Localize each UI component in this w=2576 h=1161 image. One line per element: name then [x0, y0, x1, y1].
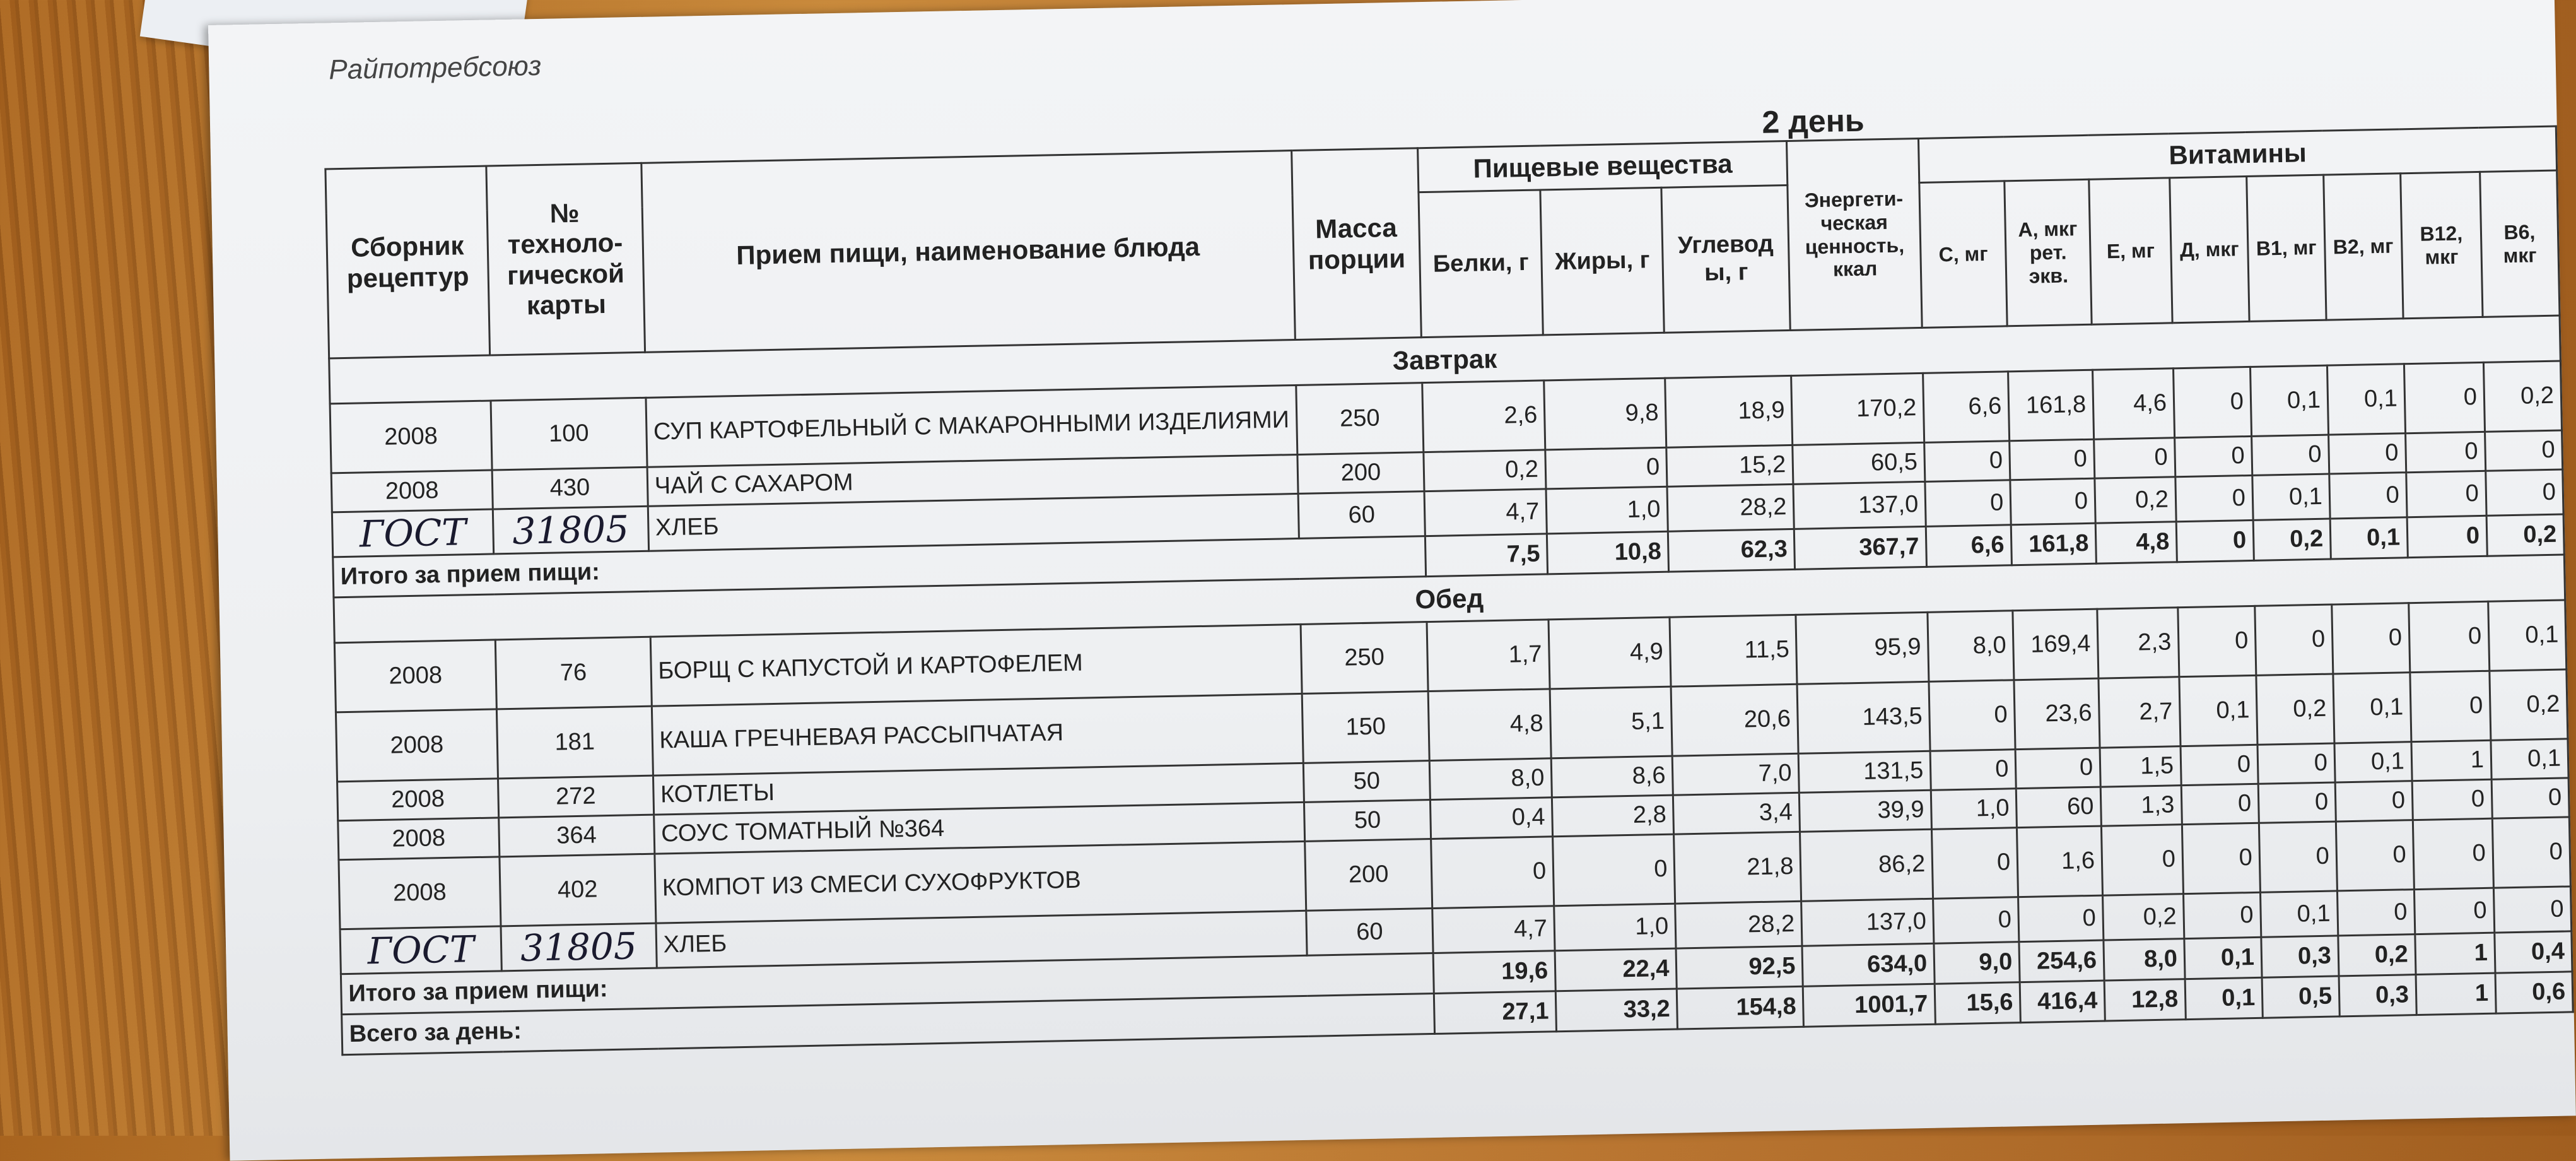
cell-vit-d: 0,1: [2179, 675, 2257, 746]
cell-carbs: 28,2: [1667, 484, 1794, 531]
breakfast-total-row-value: 10,8: [1547, 531, 1668, 574]
header-energy: Энергети-ческая ценность, ккал: [1787, 138, 1923, 330]
cell-collection: 2008: [334, 640, 496, 712]
cell-vit-c: 1,0: [1931, 789, 2017, 830]
cell-carbs: 7,0: [1672, 753, 1799, 795]
breakfast-total-row-value: 161,8: [2011, 523, 2096, 565]
cell-vit-b2: 0: [2329, 473, 2407, 519]
cell-vit-b12: 0: [2413, 818, 2493, 889]
cell-mass: 60: [1306, 908, 1433, 955]
cell-dish-name: БОРЩ С КАПУСТОЙ И КАРТОФЕЛЕМ: [650, 624, 1302, 706]
breakfast-total-row-value: 4,8: [2095, 522, 2177, 563]
cell-dish-name: КОМПОТ ИЗ СМЕСИ СУХОФРУКТОВ: [654, 841, 1306, 923]
cell-collection: 2008: [338, 818, 500, 860]
cell-vit-b12: 0: [2414, 888, 2494, 934]
cell-collection: 2008: [331, 470, 493, 512]
header-vit-d: Д, мкг: [2170, 177, 2249, 323]
cell-fat: 4,9: [1549, 617, 1671, 689]
cell-mass: 150: [1302, 692, 1430, 763]
day-title: 2 день: [1761, 102, 1865, 140]
breakfast-total-row-value: 62,3: [1668, 529, 1795, 572]
header-vit-a: А, мкг рет. экв.: [2005, 179, 2092, 326]
cell-vit-e: 4,6: [2093, 368, 2175, 439]
cell-protein: 4,7: [1424, 489, 1547, 536]
cell-carbs: 15,2: [1666, 445, 1793, 486]
cell-protein: 4,7: [1432, 906, 1555, 953]
day-total-row-value: 0,3: [2339, 975, 2416, 1017]
cell-vit-c: 8,0: [1928, 611, 2014, 682]
cell-vit-b6: 0: [2492, 817, 2570, 888]
cell-vit-b2: 0,1: [2327, 364, 2405, 435]
cell-mass: 60: [1298, 492, 1426, 539]
breakfast-total-row-value: 0,2: [2486, 514, 2564, 556]
cell-vit-d: 0: [2175, 436, 2252, 476]
organization-name: Райпотребсоюз: [328, 50, 542, 86]
cell-vit-e: 0,2: [2095, 477, 2176, 523]
cell-vit-b6: 0,2: [2483, 361, 2561, 432]
cell-vit-b1: 0,1: [2250, 365, 2328, 436]
cell-vit-b12: 1: [2411, 740, 2491, 781]
day-total-row-value: 27,1: [1434, 991, 1557, 1034]
cell-vit-e: 2,7: [2099, 677, 2181, 748]
cell-energy: 137,0: [1801, 899, 1934, 946]
cell-vit-b2: 0: [2332, 603, 2410, 674]
cell-energy: 60,5: [1793, 442, 1925, 484]
day-total-row-value: 15,6: [1935, 982, 2020, 1025]
cell-vit-e: 0: [2094, 438, 2175, 478]
cell-vit-b1: 0: [2255, 604, 2333, 675]
cell-vit-d: 0: [2181, 745, 2258, 785]
cell-card-number: 181: [496, 706, 653, 779]
cell-card-number: 272: [498, 775, 653, 818]
cell-vit-c: 6,6: [1923, 372, 2010, 443]
cell-vit-c: 0: [1932, 828, 2018, 899]
cell-vit-e: 1,5: [2100, 746, 2181, 787]
cell-vit-c: 0: [1930, 750, 2016, 791]
lunch-total-row-value: 9,0: [1934, 942, 2020, 984]
day-total-row-value: 416,4: [2020, 981, 2105, 1023]
header-protein: Белки, г: [1419, 190, 1543, 338]
cell-vit-a: 1,6: [2017, 826, 2103, 897]
lunch-total-row-value: 0,4: [2495, 931, 2572, 973]
cell-collection: 2008: [336, 709, 498, 782]
cell-vit-b6: 0,2: [2490, 669, 2568, 740]
cell-card-number: 364: [499, 815, 655, 857]
cell-energy: 86,2: [1800, 829, 1933, 901]
lunch-total-row-label: Итого за прием пищи:: [341, 953, 1434, 1014]
day-total-row-value: 0,1: [2185, 977, 2263, 1019]
cell-vit-b6: 0: [2493, 887, 2571, 933]
cell-vit-b2: 0: [2337, 890, 2415, 936]
breakfast-total-row-label: Итого за прием пищи:: [333, 536, 1426, 598]
cell-vit-b1: 0,2: [2256, 674, 2334, 745]
cell-carbs: 20,6: [1671, 684, 1798, 756]
cell-fat: 2,8: [1552, 795, 1673, 837]
cell-vit-b6: 0,1: [2488, 600, 2567, 671]
cell-energy: 131,5: [1798, 751, 1931, 793]
cell-protein: 0,4: [1431, 798, 1553, 839]
cell-energy: 137,0: [1793, 481, 1926, 529]
cell-mass: 200: [1304, 839, 1432, 911]
lunch-total-row-value: 0,2: [2338, 934, 2416, 976]
cell-vit-c: 0: [1925, 480, 2011, 527]
cell-fat: 0: [1553, 834, 1675, 906]
cell-card-number: 31805: [501, 923, 657, 971]
cell-fat: 1,0: [1546, 486, 1668, 534]
breakfast-total-row-value: 6,6: [1926, 525, 2011, 567]
day-total-row-value: 1: [2416, 973, 2496, 1015]
lunch-total-row-value: 0,1: [2184, 937, 2262, 979]
cell-vit-d: 0: [2183, 892, 2261, 938]
cell-fat: 9,8: [1544, 378, 1666, 450]
breakfast-total-row-value: 7,5: [1426, 534, 1548, 577]
cell-vit-e: 0,2: [2103, 894, 2184, 940]
day-total-row-value: 0,5: [2262, 976, 2339, 1018]
header-meal-name: Прием пищи, наименование блюда: [641, 151, 1295, 353]
cell-dish-name: КАША ГРЕЧНЕВАЯ РАССЫПЧАТАЯ: [652, 693, 1303, 775]
cell-vit-b6: 0: [2491, 778, 2569, 818]
cell-collection: 2008: [337, 779, 499, 821]
cell-vit-b2: 0,1: [2333, 673, 2411, 743]
cell-vit-b1: 0: [2259, 822, 2337, 892]
cell-fat: 5,1: [1550, 687, 1672, 758]
cell-dish-name: ХЛЕБ: [656, 911, 1307, 968]
header-vit-b6: В6, мкг: [2480, 170, 2560, 317]
cell-vit-b1: 0: [2258, 782, 2336, 823]
cell-collection: 2008: [330, 401, 492, 473]
cell-mass: 250: [1301, 622, 1429, 694]
cell-carbs: 18,9: [1665, 375, 1793, 447]
cell-vit-d: 0: [2178, 606, 2256, 676]
cell-card-number: 76: [495, 637, 652, 709]
breakfast-total-row-value: 0: [2407, 516, 2487, 557]
lunch-total-row-value: 8,0: [2104, 939, 2185, 981]
cell-vit-b6: 0,1: [2491, 739, 2568, 779]
header-vit-b1: В1, мг: [2247, 175, 2326, 321]
breakfast-total-row-value: 0: [2176, 520, 2254, 562]
cell-vit-d: 0: [2175, 475, 2253, 521]
cell-vit-b12: 0: [2410, 671, 2491, 741]
cell-card-number: 31805: [493, 506, 648, 554]
cell-vit-a: 23,6: [2014, 678, 2100, 750]
lunch-total-row-value: 22,4: [1555, 948, 1677, 991]
menu-sheet: [208, 0, 2576, 1161]
cell-dish-name: КОТЛЕТЫ: [653, 763, 1304, 815]
cell-vit-a: 60: [2016, 787, 2101, 828]
cell-vit-b6: 0: [2486, 469, 2563, 516]
cell-mass: 200: [1297, 452, 1424, 494]
breakfast-total-row-value: 367,7: [1794, 526, 1927, 569]
day-total-row-value: 33,2: [1555, 989, 1677, 1032]
cell-vit-b2: 0: [2328, 433, 2406, 474]
cell-carbs: 11,5: [1670, 615, 1797, 687]
cell-vit-b2: 0: [2335, 781, 2413, 822]
cell-protein: 0,2: [1424, 450, 1546, 492]
header-vit-b12: В12, мкг: [2400, 172, 2482, 318]
cell-mass: 50: [1304, 800, 1431, 842]
cell-collection: ГОСТ: [332, 509, 493, 557]
cell-fat: 0: [1545, 447, 1667, 489]
cell-carbs: 21,8: [1674, 832, 1801, 904]
cell-vit-a: 0: [2018, 895, 2104, 942]
header-vit-e: Е, мг: [2089, 178, 2172, 324]
cell-vit-b1: 0: [2252, 435, 2329, 475]
cell-vit-a: 0: [2010, 439, 2095, 480]
cell-energy: 39,9: [1800, 790, 1932, 832]
day-total-row-value: 154,8: [1677, 986, 1804, 1029]
cell-vit-a: 169,4: [2013, 609, 2099, 680]
cell-vit-a: 161,8: [2008, 370, 2094, 441]
cell-vit-c: 0: [1924, 441, 2010, 482]
cell-vit-b12: 0: [2406, 471, 2486, 517]
cell-energy: 143,5: [1797, 681, 1930, 753]
table-body: [329, 315, 2573, 1055]
cell-vit-b1: 0,1: [2252, 474, 2330, 520]
cell-vit-c: 0: [1933, 897, 2019, 944]
header-nutrients-group: Пищевые вещества: [1418, 141, 1788, 192]
lunch-total-row-value: 92,5: [1676, 946, 1803, 989]
cell-card-number: 402: [500, 854, 656, 926]
header-fat: Жиры, г: [1540, 187, 1665, 335]
cell-protein: 1,7: [1427, 620, 1550, 692]
cell-vit-b12: 0: [2412, 779, 2492, 820]
cell-collection: ГОСТ: [340, 926, 501, 974]
cell-mass: 250: [1296, 383, 1424, 455]
cell-vit-b12: 0: [2404, 362, 2485, 433]
header-vitamins-group: Витамины: [1919, 126, 2557, 182]
lunch-total-row-value: 634,0: [1802, 943, 1935, 986]
cell-vit-b12: 0: [2409, 601, 2490, 672]
day-total-row-value: 12,8: [2104, 979, 2186, 1021]
cell-energy: 170,2: [1791, 373, 1924, 445]
breakfast-total-row-value: 0,1: [2330, 517, 2408, 559]
cell-vit-e: 1,3: [2100, 786, 2182, 826]
cell-protein: 4,8: [1428, 689, 1551, 761]
cell-fat: 1,0: [1554, 904, 1677, 951]
header-vit-b2: В2, мг: [2324, 174, 2403, 320]
cell-vit-b6: 0: [2485, 430, 2562, 471]
cell-protein: 0: [1431, 837, 1554, 909]
cell-mass: 50: [1303, 761, 1431, 803]
cell-card-number: 100: [491, 398, 647, 470]
lunch-total-row-value: 254,6: [2019, 940, 2104, 982]
cell-dish-name: ЧАЙ С САХАРОМ: [647, 454, 1298, 506]
cell-protein: 2,6: [1422, 380, 1545, 452]
cell-dish-name: СОУС ТОМАТНЫЙ №364: [653, 802, 1304, 854]
breakfast-total-row-value: 0,2: [2253, 519, 2331, 560]
cell-vit-e: 0: [2101, 825, 2183, 895]
cell-vit-c: 0: [1929, 680, 2015, 751]
day-total-row-value: 0,6: [2495, 972, 2573, 1013]
cell-vit-b2: 0: [2336, 820, 2414, 891]
cell-vit-b1: 0: [2257, 743, 2335, 784]
cell-energy: 95,9: [1796, 612, 1929, 684]
cell-dish-name: ХЛЕБ: [648, 493, 1299, 551]
cell-vit-b1: 0,1: [2260, 891, 2338, 937]
section-title-breakfast: Завтрак: [329, 315, 2561, 404]
cell-vit-d: 0: [2181, 784, 2259, 824]
lunch-total-row-value: 19,6: [1433, 951, 1555, 994]
cell-carbs: 28,2: [1675, 901, 1802, 948]
cell-dish-name: СУП КАРТОФЕЛЬНЫЙ С МАКАРОННЫМИ ИЗДЕЛИЯМИ: [646, 386, 1297, 468]
cell-vit-b2: 0,1: [2334, 742, 2412, 782]
lunch-total-row-value: 1: [2415, 933, 2495, 974]
cell-vit-d: 0: [2182, 823, 2260, 893]
header-card-number: № техноло-гической карты: [486, 163, 645, 355]
cell-vit-e: 2,3: [2097, 608, 2179, 678]
cell-card-number: 430: [492, 467, 648, 509]
nutrition-table: [324, 126, 2573, 1056]
cell-fat: 8,6: [1551, 756, 1673, 798]
cell-carbs: 3,4: [1673, 793, 1800, 834]
cell-protein: 8,0: [1430, 758, 1552, 800]
cell-vit-a: 0: [2010, 478, 2095, 525]
lunch-total-row-value: 0,3: [2261, 936, 2339, 977]
header-collection: Сборник рецептур: [325, 166, 490, 358]
header-vit-c: С, мг: [1919, 181, 2007, 328]
cell-vit-d: 0: [2173, 367, 2251, 437]
day-total-row-value: 1001,7: [1803, 984, 1936, 1027]
cell-vit-a: 0: [2015, 748, 2100, 789]
header-mass: Масса порции: [1291, 148, 1421, 340]
day-total-row-label: Всего за день:: [342, 993, 1435, 1054]
cell-collection: 2008: [339, 857, 501, 929]
section-title-lunch: Обед: [334, 555, 2565, 643]
cell-vit-b12: 0: [2405, 432, 2485, 472]
header-carbs: Углевод ы, г: [1661, 185, 1790, 333]
